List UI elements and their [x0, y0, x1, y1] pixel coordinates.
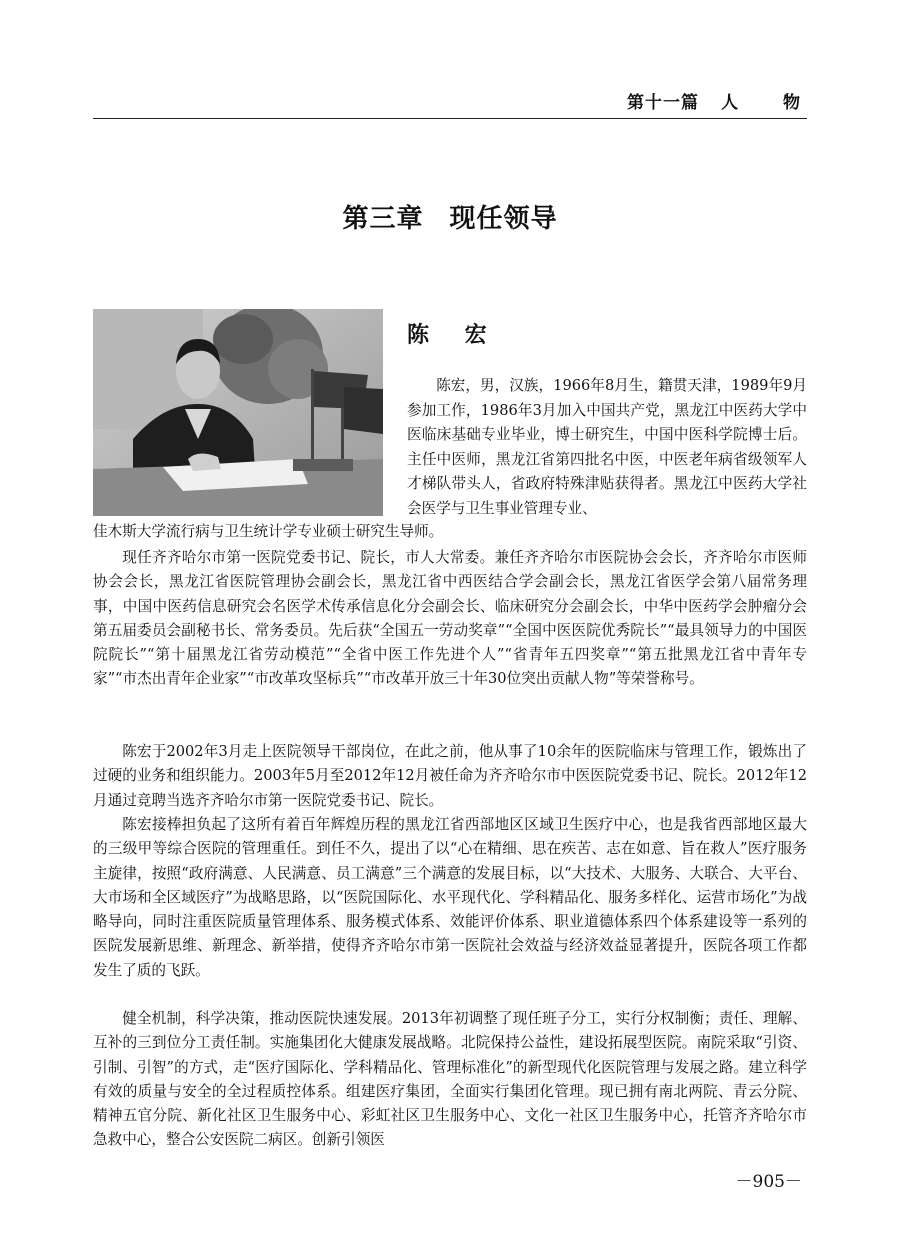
paragraph-1: 现任齐齐哈尔市第一医院党委书记、院长，市人大常委。兼任齐齐哈尔市医院协会会长，齐齐哈尔市医师协会会长，黑龙江省医院管理协会副会长，黑龙江省中西医结合学会副会长，黑龙江省医学会第八届常务理事，中国中医药信息研究会名医学术传承信息化分会副会长、临床研究分会副会长，中华中医药学会肿瘤分会第五届委员会副秘书长、常务委员。先后获“全国五一劳动奖章”“全国中医医院优秀院长”“最具领导力的中国医院院长”“第十届黑龙江省劳动模范”“全省中医工作先进个人”“省青年五四奖章”“第五批黑龙江省中青年专家”“市杰出青年企业家”“市改革攻坚标兵”“市改革开放三十年30位突出贡献人物”等荣誉称号。	[93, 549, 807, 688]
intro-tail: 佳木斯大学流行病与卫生统计学专业硕士研究生导师。	[93, 523, 444, 540]
chapter-number: 第三章	[342, 204, 424, 234]
chapter-title	[0, 198, 900, 235]
header-title-b: 物	[783, 93, 801, 113]
header-text	[627, 88, 801, 113]
intro-paragraph: 陈宏，男，汉族，1966年8月生，籍贯天津，1989年9月参加工作，1986年3月加入中国共产党，黑龙江中医药大学中医临床基础专业毕业，博士研究生，中国中医科学院博士后。主任中医师，黑龙江省第四批名中医，中医老年病省级领军人才梯队带头人，省政府特殊津贴获得者。黑龙江中医药大学社会医学与卫生事业管理专业、	[407, 377, 807, 517]
person-name: 陈 宏	[407, 322, 501, 348]
header-title-a: 人	[721, 93, 739, 113]
paragraph-4: 健全机制，科学决策，推动医院快速发展。2013年初调整了现任班子分工，实行分权制衡；责任、理解、互补的三到位分工责任制。实施集团化大健康发展战略。北院保持公益性，建设拓展型医院。南院采取“引资、引制、引智”的方式，走“医疗国际化、学科精品化、管理标准化”的新型现代化医院管理与发展之路。建立科学有效的质量与安全的全过程质控体系。组建医疗集团，全面实行集团化管理。现已拥有南北两院、青云分院、精神五官分院、新化社区卫生服务中心、彩虹社区卫生服务中心、文化一社区卫生服务中心，托管齐齐哈尔市急救中心，整合公安医院二病区。创新引领医	[93, 1010, 807, 1149]
running-header	[93, 88, 807, 119]
header-part: 第十一篇	[627, 93, 699, 113]
chapter-name: 现任领导	[449, 204, 558, 234]
paragraph-2: 陈宏于2002年3月走上医院领导干部岗位，在此之前，他从事了10余年的医院临床与管理工作，锻炼出了过硬的业务和组织能力。2003年5月至2012年12月被任命为齐齐哈尔市中医医院党委书记、院长。2012年12月通过竞聘当选齐齐哈尔市第一医院党委书记、院长。	[93, 743, 807, 809]
portrait-photo	[93, 309, 383, 516]
paragraph-3: 陈宏接棒担负起了这所有着百年辉煌历程的黑龙江省西部地区区域卫生医疗中心，也是我省西部地区最大的三级甲等综合医院的管理重任。到任不久，提出了以“心在精细、思在疾苦、志在如意、旨在救人”医疗服务主旋律，按照“政府满意、人民满意、员工满意”三个满意的发展目标，以“大技术、大服务、大联合、大平台、大市场和全区域医疗”为战略思路，以“医院国际化、水平现代化、学科精品化、服务多样化、运营市场化”为战略导向，同时注重医院质量管理体系、服务模式体系、效能评价体系、职业道德体系四个体系建设等一系列的医院发展新思维、新理念、新举措，使得齐齐哈尔市第一医院社会效益与经济效益显著提升，医院各项工作都发生了质的飞跃。	[93, 816, 807, 979]
page-number: －905－	[735, 1172, 802, 1192]
